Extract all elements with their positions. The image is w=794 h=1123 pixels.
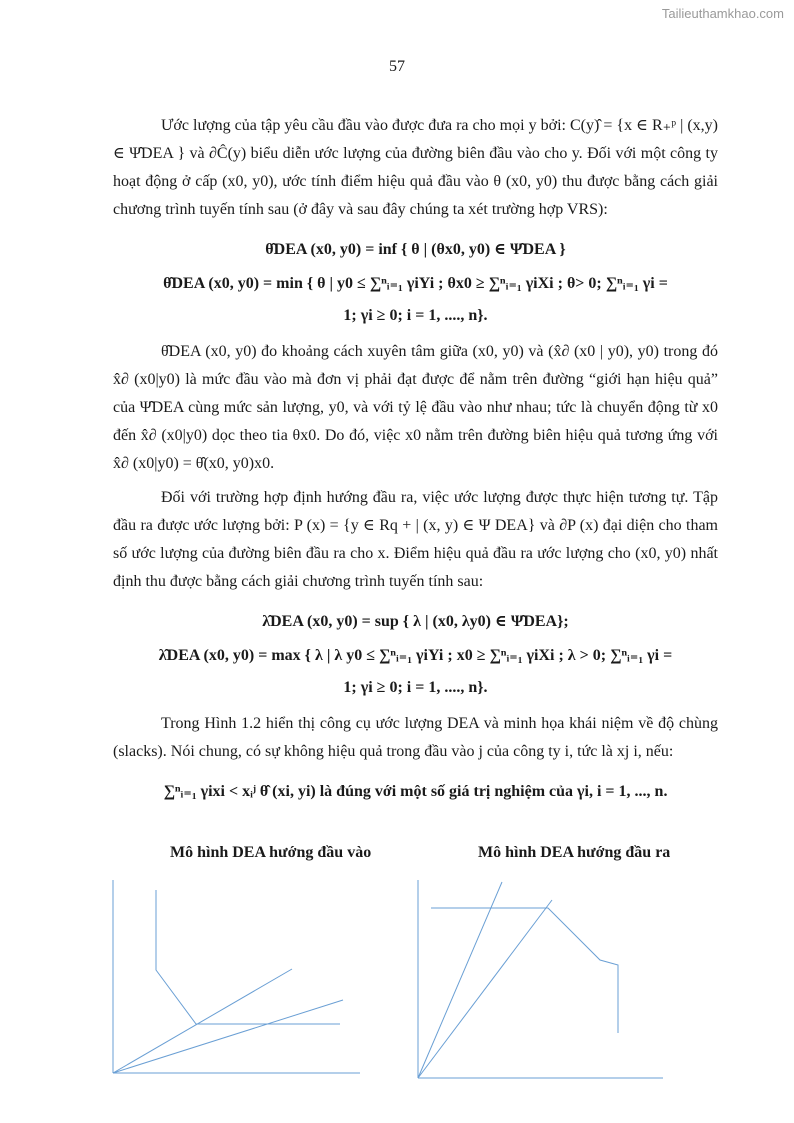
- dea-figures: [0, 870, 794, 1090]
- document-body: [113, 112, 718, 812]
- formula-theta-min-line2: 1; γi ≥ 0; i = 1, ...., n}.: [343, 307, 488, 324]
- paragraph-output-orientation: Đối với trường hợp định hướng đầu ra, việc ước lượng được thực hiện tương tự. Tập đầu ra được ước lượng bởi: P (x) = {y ∈ Rq + | (x, y) ∈ Ψ DEA} và ∂P (x) đại diện cho tham số ước lượng của đường biên đầu ra cho x. Điểm hiệu quả đầu ra ước lượng cho (x0, y0) nhất định thu được bằng cách giải chương trình tuyến tính sau:: [113, 489, 718, 590]
- formula-theta-inf: θ̂DEA (x0, y0) = inf { θ | (θx0, y0) ∈ Ψ̂DEA }: [265, 241, 566, 258]
- paragraph-input-requirement: Ước lượng của tập yêu cầu đầu vào được đưa ra cho mọi y bởi: C(y)̂ = {x ∈ R₊ᵖ | (x,y) ∈ Ψ̂DEA } và ∂Ĉ(y) biểu diễn ước lượng của đường biên đầu vào cho y. Đối với một công ty hoạt động ở cấp (x0, y0), ước tính điểm hiệu quả đầu vào θ (x0, y0) thu được bằng cách giải chương trình tuyến tính sau (ở đây và sau đây chúng ta xét trường hợp VRS):: [113, 117, 718, 218]
- formula-slack-condition: ∑ⁿᵢ₌₁ γixi < xᵢʲ θ̂ (xi, yi) là đúng với một số giá trị nghiệm của γi, i = 1, ..., n.: [163, 783, 668, 800]
- input-ray-lower: [113, 1000, 343, 1073]
- watermark: Tailieuthamkhao.com: [661, 6, 784, 21]
- input-oriented-title: Mô hình DEA hướng đầu vào: [170, 844, 372, 861]
- output-ray-shallow: [418, 900, 552, 1078]
- output-frontier: [431, 908, 618, 1033]
- page-number: 57: [389, 58, 405, 75]
- output-oriented-title: Mô hình DEA hướng đầu ra: [478, 844, 671, 861]
- formula-lambda-sup: λ̂DEA (x0, y0) = sup { λ | (x0, λy0) ∈ Ψ̂DEA};: [262, 613, 569, 630]
- output-oriented-diagram: [418, 880, 663, 1078]
- output-ray-steep: [418, 882, 502, 1078]
- formula-lambda-max-line2: 1; γi ≥ 0; i = 1, ...., n}.: [343, 679, 488, 696]
- input-oriented-diagram: [113, 880, 360, 1073]
- paragraph-slacks: Trong Hình 1.2 hiển thị công cụ ước lượng DEA và minh họa khái niệm về độ chùng (slacks). Nói chung, có sự không hiệu quả trong đầu vào j của công ty i, tức là xj i, nếu:: [113, 715, 718, 760]
- input-ray-upper: [113, 969, 292, 1073]
- input-frontier: [156, 890, 340, 1024]
- formula-theta-min-line1: θ̂DEA (x0, y0) = min { θ | y0 ≤ ∑ⁿᵢ₌₁ γiYi ; θx0 ≥ ∑ⁿᵢ₌₁ γiXi ; θ> 0; ∑ⁿᵢ₌₁ γi =: [163, 275, 668, 292]
- paragraph-radial-distance: θ̂DEA (x0, y0) đo khoảng cách xuyên tâm giữa (x0, y0) và (x̂∂ (x0 | y0), y0) trong đó x̂∂ (x0|y0) là mức đầu vào mà đơn vị phải đạt được để nằm trên đường “giới hạn hiệu quả” của Ψ̂DEA cùng mức sản lượng, y0, và với tỷ lệ đầu vào như nhau; tức là chuyển động từ x0 đến x̂∂ (x0|y0) dọc theo tia θx0. Do đó, việc x0 nằm trên đường biên hiệu quả tương ứng với x̂∂ (x0|y0) = θ̂(x0, y0)x0.: [113, 343, 718, 472]
- figure-titles: [0, 844, 794, 868]
- formula-lambda-max-line1: λ̂DEA (x0, y0) = max { λ | λ y0 ≤ ∑ⁿᵢ₌₁ γiYi ; x0 ≥ ∑ⁿᵢ₌₁ γiXi ; λ > 0; ∑ⁿᵢ₌₁ γi =: [158, 647, 673, 664]
